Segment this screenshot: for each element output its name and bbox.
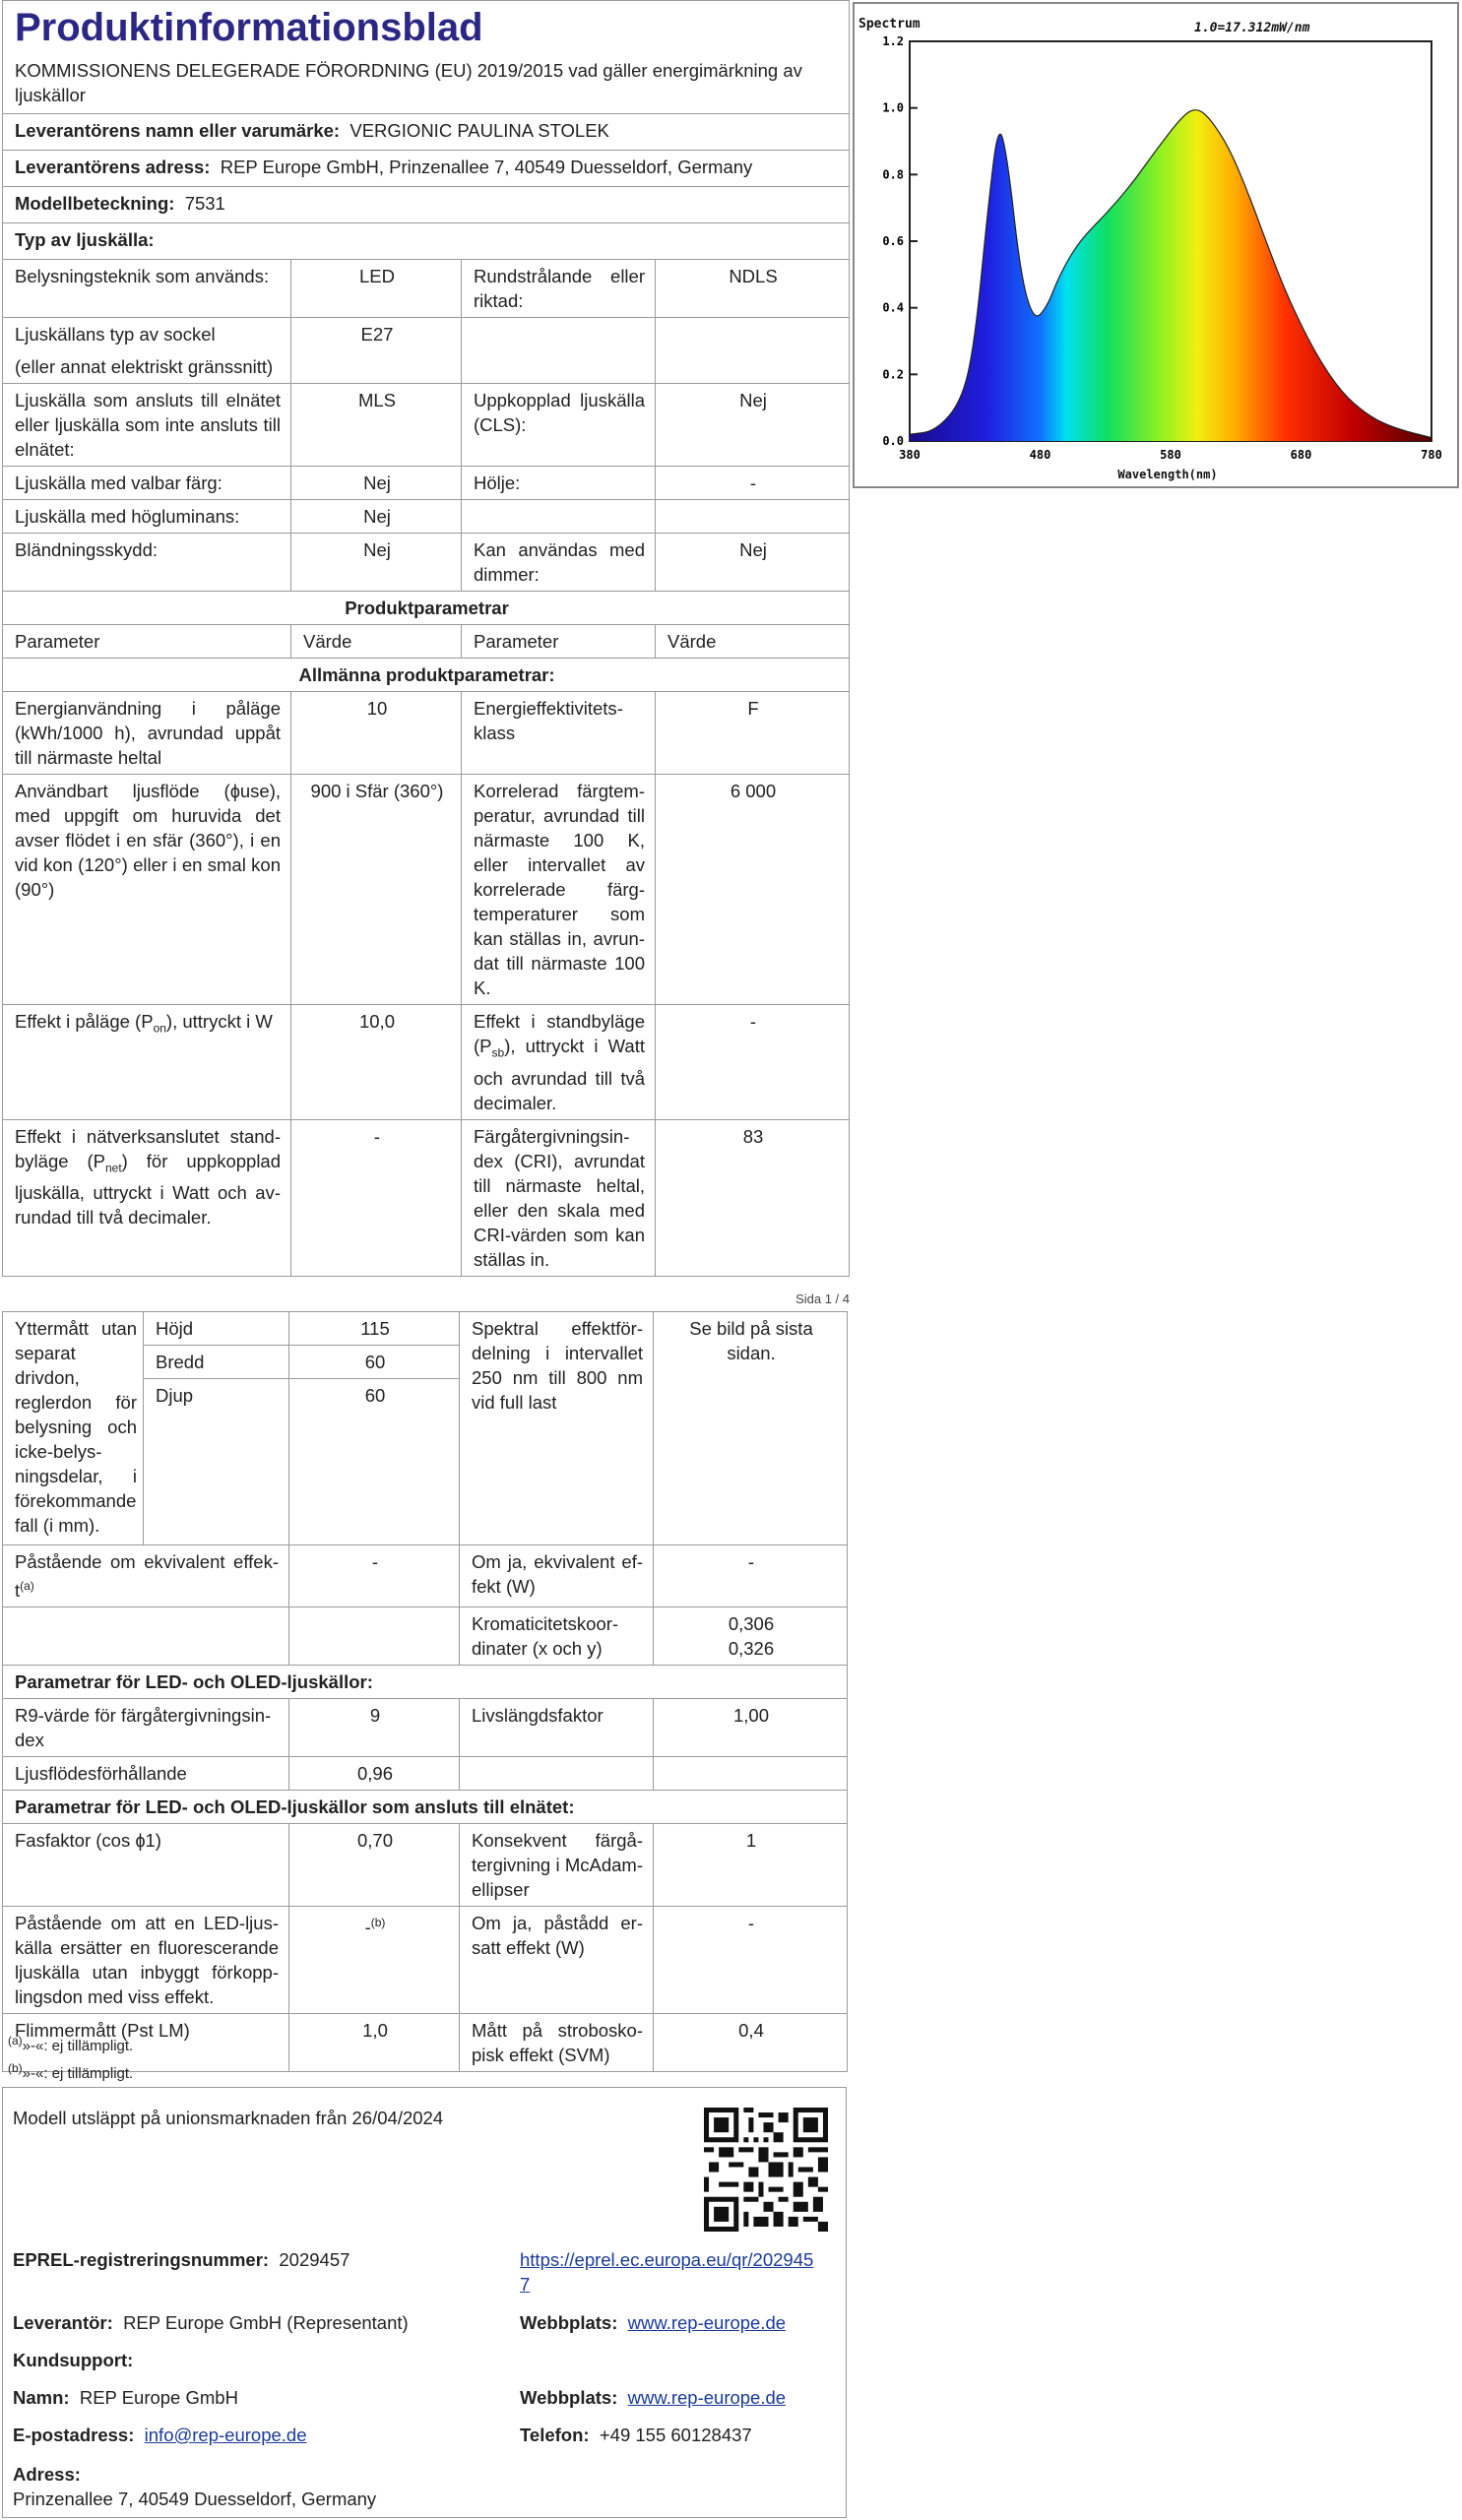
param-label-note: (eller annat elektriskt gränssnitt): [15, 356, 274, 377]
param-value: -: [656, 467, 850, 500]
mcadam-label: Konsekvent färgåtergivning i McAdam-ellipser: [460, 1824, 654, 1907]
spectrum-title: Spectrum: [858, 17, 921, 32]
y-tick-label: 1.0: [882, 100, 904, 115]
footnote-a: $^{(a)}$»-«: ej tillämpligt.: [8, 2034, 134, 2054]
supplier-value: REP Europe GmbH (Representant): [123, 2312, 409, 2333]
table-row: [3, 1545, 848, 1607]
pf-value: 0,70: [289, 1824, 460, 1907]
y-tick-label: 0.8: [882, 167, 904, 182]
mains-params-heading: Parametrar för LED- och OLED-ljuskällor som ansluts till elnätet:: [3, 1791, 848, 1824]
param-value: 6 000: [656, 775, 850, 1005]
model-value: 7531: [184, 193, 225, 214]
param-label: Effekt i nätverksanslutet standbyläge $(P_{net})$ för uppkopplad ljuskälla, uttryckt i Watt och avrundad till två decimaler.: [3, 1119, 291, 1276]
height-label: Höjd: [144, 1312, 289, 1346]
email-label: E-postadress:: [13, 2425, 135, 2445]
x-tick-label: 580: [1160, 448, 1181, 462]
param-label: Användbart ljusflöde (ɸuse), med uppgift om huruvida det avser flödet i en sfär (360°), i en vid kon (120°) eller i en smal kon (90°): [3, 775, 291, 1005]
spectrum-reading: 1.0=17.312mW/nm: [1194, 21, 1310, 35]
page-title: Produktinformationsblad: [15, 6, 483, 49]
product-params-heading: Produktparametrar: [3, 592, 850, 625]
param-value: [656, 318, 850, 384]
table-row: [3, 467, 850, 500]
supplier-address-label: Leverantörens adress:: [15, 157, 211, 177]
param-label: Effekt i påläge $(P_{on})$, uttryckt i W: [3, 1005, 291, 1120]
x-tick-label: 380: [899, 448, 921, 462]
svm-label: Mått på stroboskopisk effekt (SVM): [460, 2014, 654, 2072]
param-value: E27: [291, 318, 462, 384]
phone-label: Telefon:: [520, 2425, 590, 2445]
param-label: Kan användas med dimmer:: [462, 534, 656, 592]
param-label: Ljuskälla som ansluts till elnätet eller ljuskälla som inte ansluts till elnätet:: [3, 384, 291, 467]
equiv-power-value: -: [654, 1545, 848, 1607]
equiv-power-label: Om ja, ekvivalent effekt (W): [460, 1545, 654, 1607]
chroma-label: Kromaticitetskoordinater (x och y): [460, 1607, 654, 1666]
param-label: [462, 318, 656, 384]
x-tick-label: 480: [1029, 448, 1051, 462]
claimed-power-label: Om ja, påstådd ersatt effekt (W): [460, 1907, 654, 2014]
table-row: [3, 1607, 848, 1666]
spectrum-chart: [855, 4, 1457, 486]
supplier-address: REP Europe GmbH, Prinzenallee 7, 40549 Duesseldorf, Germany: [220, 157, 753, 177]
equiv-claim-value: -: [289, 1545, 460, 1607]
width-label: Bredd: [144, 1346, 289, 1379]
col-header-value: Värde: [656, 625, 850, 659]
param-value: Nej: [291, 500, 462, 534]
supplier-name: VERGIONIC PAULINA STOLEK: [350, 120, 609, 141]
led-params-heading: Parametrar för LED- och OLED-ljuskällor:: [3, 1666, 848, 1699]
release-date: Modell utsläppt på unionsmarknaden från 26/04/2024: [13, 2108, 444, 2128]
chroma-x: 0,306: [728, 1613, 775, 1635]
eprel-link[interactable]: https://eprel.ec.europa.eu/qr/2029457: [520, 2249, 814, 2295]
depth-label: Djup: [144, 1379, 289, 1545]
table-row: [3, 1005, 850, 1120]
y-tick-label: 1.2: [882, 34, 904, 48]
address-label: Adress:: [13, 2464, 81, 2485]
param-value: Nej: [291, 534, 462, 592]
table-row: [3, 384, 850, 467]
table-row: [3, 318, 850, 384]
eprel-label: EPREL-registreringsnummer:: [13, 2249, 270, 2270]
table-row: [3, 500, 850, 534]
table-row: [3, 692, 850, 775]
spectral-value: Se bild på sista sidan.: [654, 1312, 848, 1545]
eprel-number: 2029457: [279, 2249, 350, 2270]
website2-label: Webbplats:: [520, 2387, 618, 2408]
phone-value: +49 155 60128437: [599, 2425, 752, 2445]
mcadam-value: 1: [654, 1824, 848, 1907]
flicker-label: Flimmermått (Pst LM): [3, 2014, 289, 2072]
param-value: 900 i Sfär (360°): [291, 775, 462, 1005]
param-value: Nej: [656, 384, 850, 467]
email-link[interactable]: info@rep-europe.de: [144, 2425, 307, 2445]
spectrum-figure: [853, 2, 1459, 488]
param-label: Uppkopplad ljuskälla (CLS):: [462, 384, 656, 467]
life-label: Livslängdsfaktor: [460, 1699, 654, 1757]
replace-claim-value: -: [364, 1917, 371, 1938]
param-label: Ljuskälla med högluminans:: [3, 500, 291, 534]
model-label: Modellbeteckning:: [15, 193, 175, 214]
param-value: 10: [291, 692, 462, 775]
r9-label: R9-värde för färgåtergivningsindex: [3, 1699, 289, 1757]
param-label: Energieffektivitetsklass: [462, 692, 656, 775]
svm-value: 0,4: [654, 2014, 848, 2072]
general-params-heading: Allmänna produktparametrar:: [3, 659, 850, 692]
y-tick-label: 0.2: [882, 367, 904, 382]
param-value: F: [656, 692, 850, 775]
param-value: NDLS: [656, 260, 850, 318]
supplier-name-label: Leverantörens namn eller varumärke:: [15, 120, 341, 141]
footnote-b: $^{(b)}$»-«: ej tillämpligt.: [8, 2061, 134, 2082]
param-label: Bländningsskydd:: [3, 534, 291, 592]
col-header-value: Värde: [291, 625, 462, 659]
param-value: [656, 500, 850, 534]
param-value: 83: [656, 1119, 850, 1276]
table-row: [3, 1757, 848, 1791]
equiv-claim-label: Påstående om ekvivalent effekt$^{(a)}$: [3, 1545, 289, 1607]
table-row: Påstående om att en LED-ljuskälla ersätter en fluorescerande ljuskälla utan inbyggt förkopplingsdon med viss effekt. -$^{(b)}$ Om ja, påstådd ersatt effekt (W) -: [3, 1907, 848, 2014]
param-value: Nej: [656, 534, 850, 592]
y-tick-label: 0.0: [882, 434, 904, 448]
param-value: -: [656, 1005, 850, 1120]
y-tick-label: 0.6: [882, 234, 904, 248]
table-row: [3, 775, 850, 1005]
regulation-text: KOMMISSIONENS DELEGERADE FÖRORDNING (EU) 2019/2015 vad gäller energimärkning av ljuskällor: [15, 60, 802, 105]
address-value: Prinzenallee 7, 40549 Duesseldorf, Germany: [13, 2488, 377, 2509]
spectrum-curve-fill: [910, 110, 1431, 441]
website-label: Webbplats:: [520, 2312, 618, 2333]
product-info-table-2: [2, 1311, 848, 2072]
param-label: Rundstrålande eller riktad:: [462, 260, 656, 318]
height-value: 115: [289, 1312, 460, 1346]
website2-link[interactable]: www.rep-europe.de: [627, 2387, 787, 2408]
param-label: Belysningsteknik som används:: [3, 260, 291, 318]
table-row: [3, 1119, 850, 1276]
chroma-y: 0,326: [728, 1638, 775, 1660]
param-value: 10,0: [291, 1005, 462, 1120]
name-label: Namn:: [13, 2387, 70, 2408]
param-label: Färgåtergivningsindex (CRI), avrundat till närmaste heltal, eller den skala med CRI-värden som kan ställas in.: [462, 1119, 656, 1276]
param-label: Energianvändning i påläge (kWh/1000 h), avrundad uppåt till närmaste heltal: [3, 692, 291, 775]
x-axis-label: Wavelength(nm): [1117, 468, 1218, 481]
pf-label: Fasfaktor (cos ɸ1): [3, 1824, 289, 1907]
col-header-param: Parameter: [3, 625, 291, 659]
param-label: Korrelerad färgtemperatur, avrundad till närmaste 100 K, eller intervallet av korrelerade färgtemperaturer som kan ställas in, avrundat till närmaste 100 K.: [462, 775, 656, 1005]
width-value: 60: [289, 1346, 460, 1379]
customer-support-label: Kundsupport:: [13, 2350, 134, 2370]
replace-claim-label: Påstående om att en LED-ljuskälla ersätter en fluorescerande ljuskälla utan inbyggt förkopplingsdon med viss effekt.: [3, 1907, 289, 2014]
claimed-power-value: -: [654, 1907, 848, 2014]
website-link[interactable]: www.rep-europe.de: [627, 2312, 787, 2333]
param-value: Nej: [291, 467, 462, 500]
param-label: Ljuskällans typ av sockel: [15, 324, 216, 345]
param-label: Ljuskälla med valbar färg:: [3, 467, 291, 500]
life-value: 1,00: [654, 1699, 848, 1757]
spectral-label: Spektral effektfördelning i intervallet 250 nm till 800 nm vid full last: [460, 1312, 654, 1545]
x-tick-label: 780: [1421, 448, 1442, 462]
product-info-table-1: [2, 0, 850, 1277]
x-tick-label: 680: [1290, 448, 1312, 462]
table-row: [3, 260, 850, 318]
flux-ratio-label: Ljusflödesförhållande: [3, 1757, 289, 1791]
param-label: [462, 500, 656, 534]
supplier-label: Leverantör:: [13, 2312, 113, 2333]
param-value: MLS: [291, 384, 462, 467]
r9-value: 9: [289, 1699, 460, 1757]
name-value: REP Europe GmbH: [79, 2387, 238, 2408]
table-row: [3, 534, 850, 592]
param-value: LED: [291, 260, 462, 318]
qr-code-icon[interactable]: [704, 2108, 828, 2232]
param-label: Hölje:: [462, 467, 656, 500]
col-header-param: Parameter: [462, 625, 656, 659]
table-row: [3, 1824, 848, 1907]
footer-box: [2, 2087, 847, 2518]
param-label: Effekt i standbyläge $(P_{sb})$, uttryckt i Watt och avrundad till två decimaler.: [462, 1005, 656, 1120]
table-row: [3, 1699, 848, 1757]
table-row: [3, 1312, 848, 1346]
depth-value: 60: [289, 1379, 460, 1545]
page-number: Sida 1 / 4: [795, 1292, 850, 1306]
y-tick-label: 0.4: [882, 300, 904, 315]
flux-ratio-value: 0,96: [289, 1757, 460, 1791]
dims-label: Yttermått utan separat drivdon, reglerdon för belysning och icke-belysningsdelar, i förekommande fall (i mm).: [3, 1312, 144, 1545]
flicker-value: 1,0: [289, 2014, 460, 2072]
light-source-type-heading: Typ av ljuskälla:: [3, 223, 850, 260]
param-value: -: [291, 1119, 462, 1276]
